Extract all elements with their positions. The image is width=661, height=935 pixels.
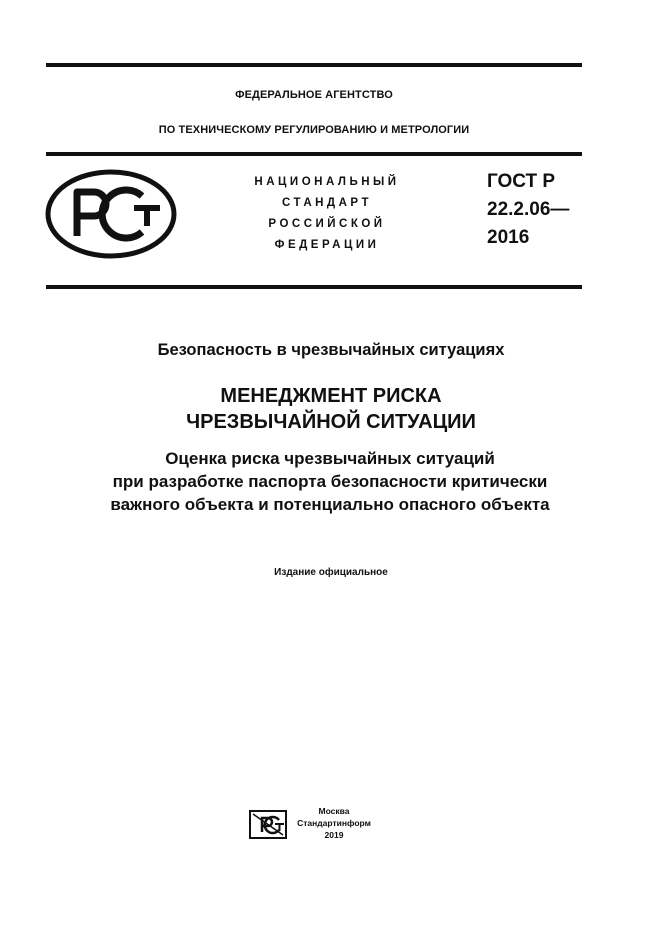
standard-designation: [487, 168, 569, 252]
subtitle-line: Оценка риска чрезвычайных ситуаций: [165, 449, 495, 468]
edition-label: Издание официальное: [274, 567, 388, 578]
designation-line: 2016: [487, 227, 530, 248]
main-title-line: МЕНЕДЖМЕНТ РИСКА: [220, 385, 442, 407]
subtitle-line: при разработке паспорта безопасности критически: [112, 472, 548, 491]
publisher-year: 2019: [324, 830, 344, 840]
main-title-line: ЧРЕЗВЫЧАЙНОЙ СИТУАЦИИ: [186, 411, 476, 433]
national-standard-line: СТАНДАРТ: [282, 197, 372, 209]
agency-subtitle: ПО ТЕХНИЧЕСКОМУ РЕГУЛИРОВАНИЮ И МЕТРОЛОГИИ: [158, 124, 470, 136]
designation-line: ГОСТ Р: [487, 171, 556, 192]
lower-rule: [46, 285, 582, 289]
series-title: Безопасность в чрезвычайных ситуациях: [157, 341, 505, 359]
agency-name: ФЕДЕРАЛЬНОЕ АГЕНТСТВО: [235, 89, 393, 101]
standartinform-logo-icon: [249, 810, 287, 839]
designation-line: 22.2.06—: [487, 199, 570, 220]
subtitle: [30, 447, 630, 516]
national-standard-line: РОССИЙСКОЙ: [268, 218, 386, 230]
publisher-name: Стандартинформ: [297, 818, 371, 828]
middle-rule: [46, 152, 582, 156]
top-rule: [46, 63, 582, 67]
main-title: [46, 383, 616, 435]
publisher-city: Москва: [318, 806, 350, 816]
gost-r-certification-mark-icon: [44, 168, 178, 260]
subtitle-line: важного объекта и потенциально опасного объекта: [110, 495, 550, 514]
national-standard-label: [222, 172, 432, 256]
national-standard-line: ФЕДЕРАЦИИ: [274, 239, 380, 251]
publisher-block: [295, 805, 373, 841]
national-standard-line: НАЦИОНАЛЬНЫЙ: [254, 176, 400, 188]
